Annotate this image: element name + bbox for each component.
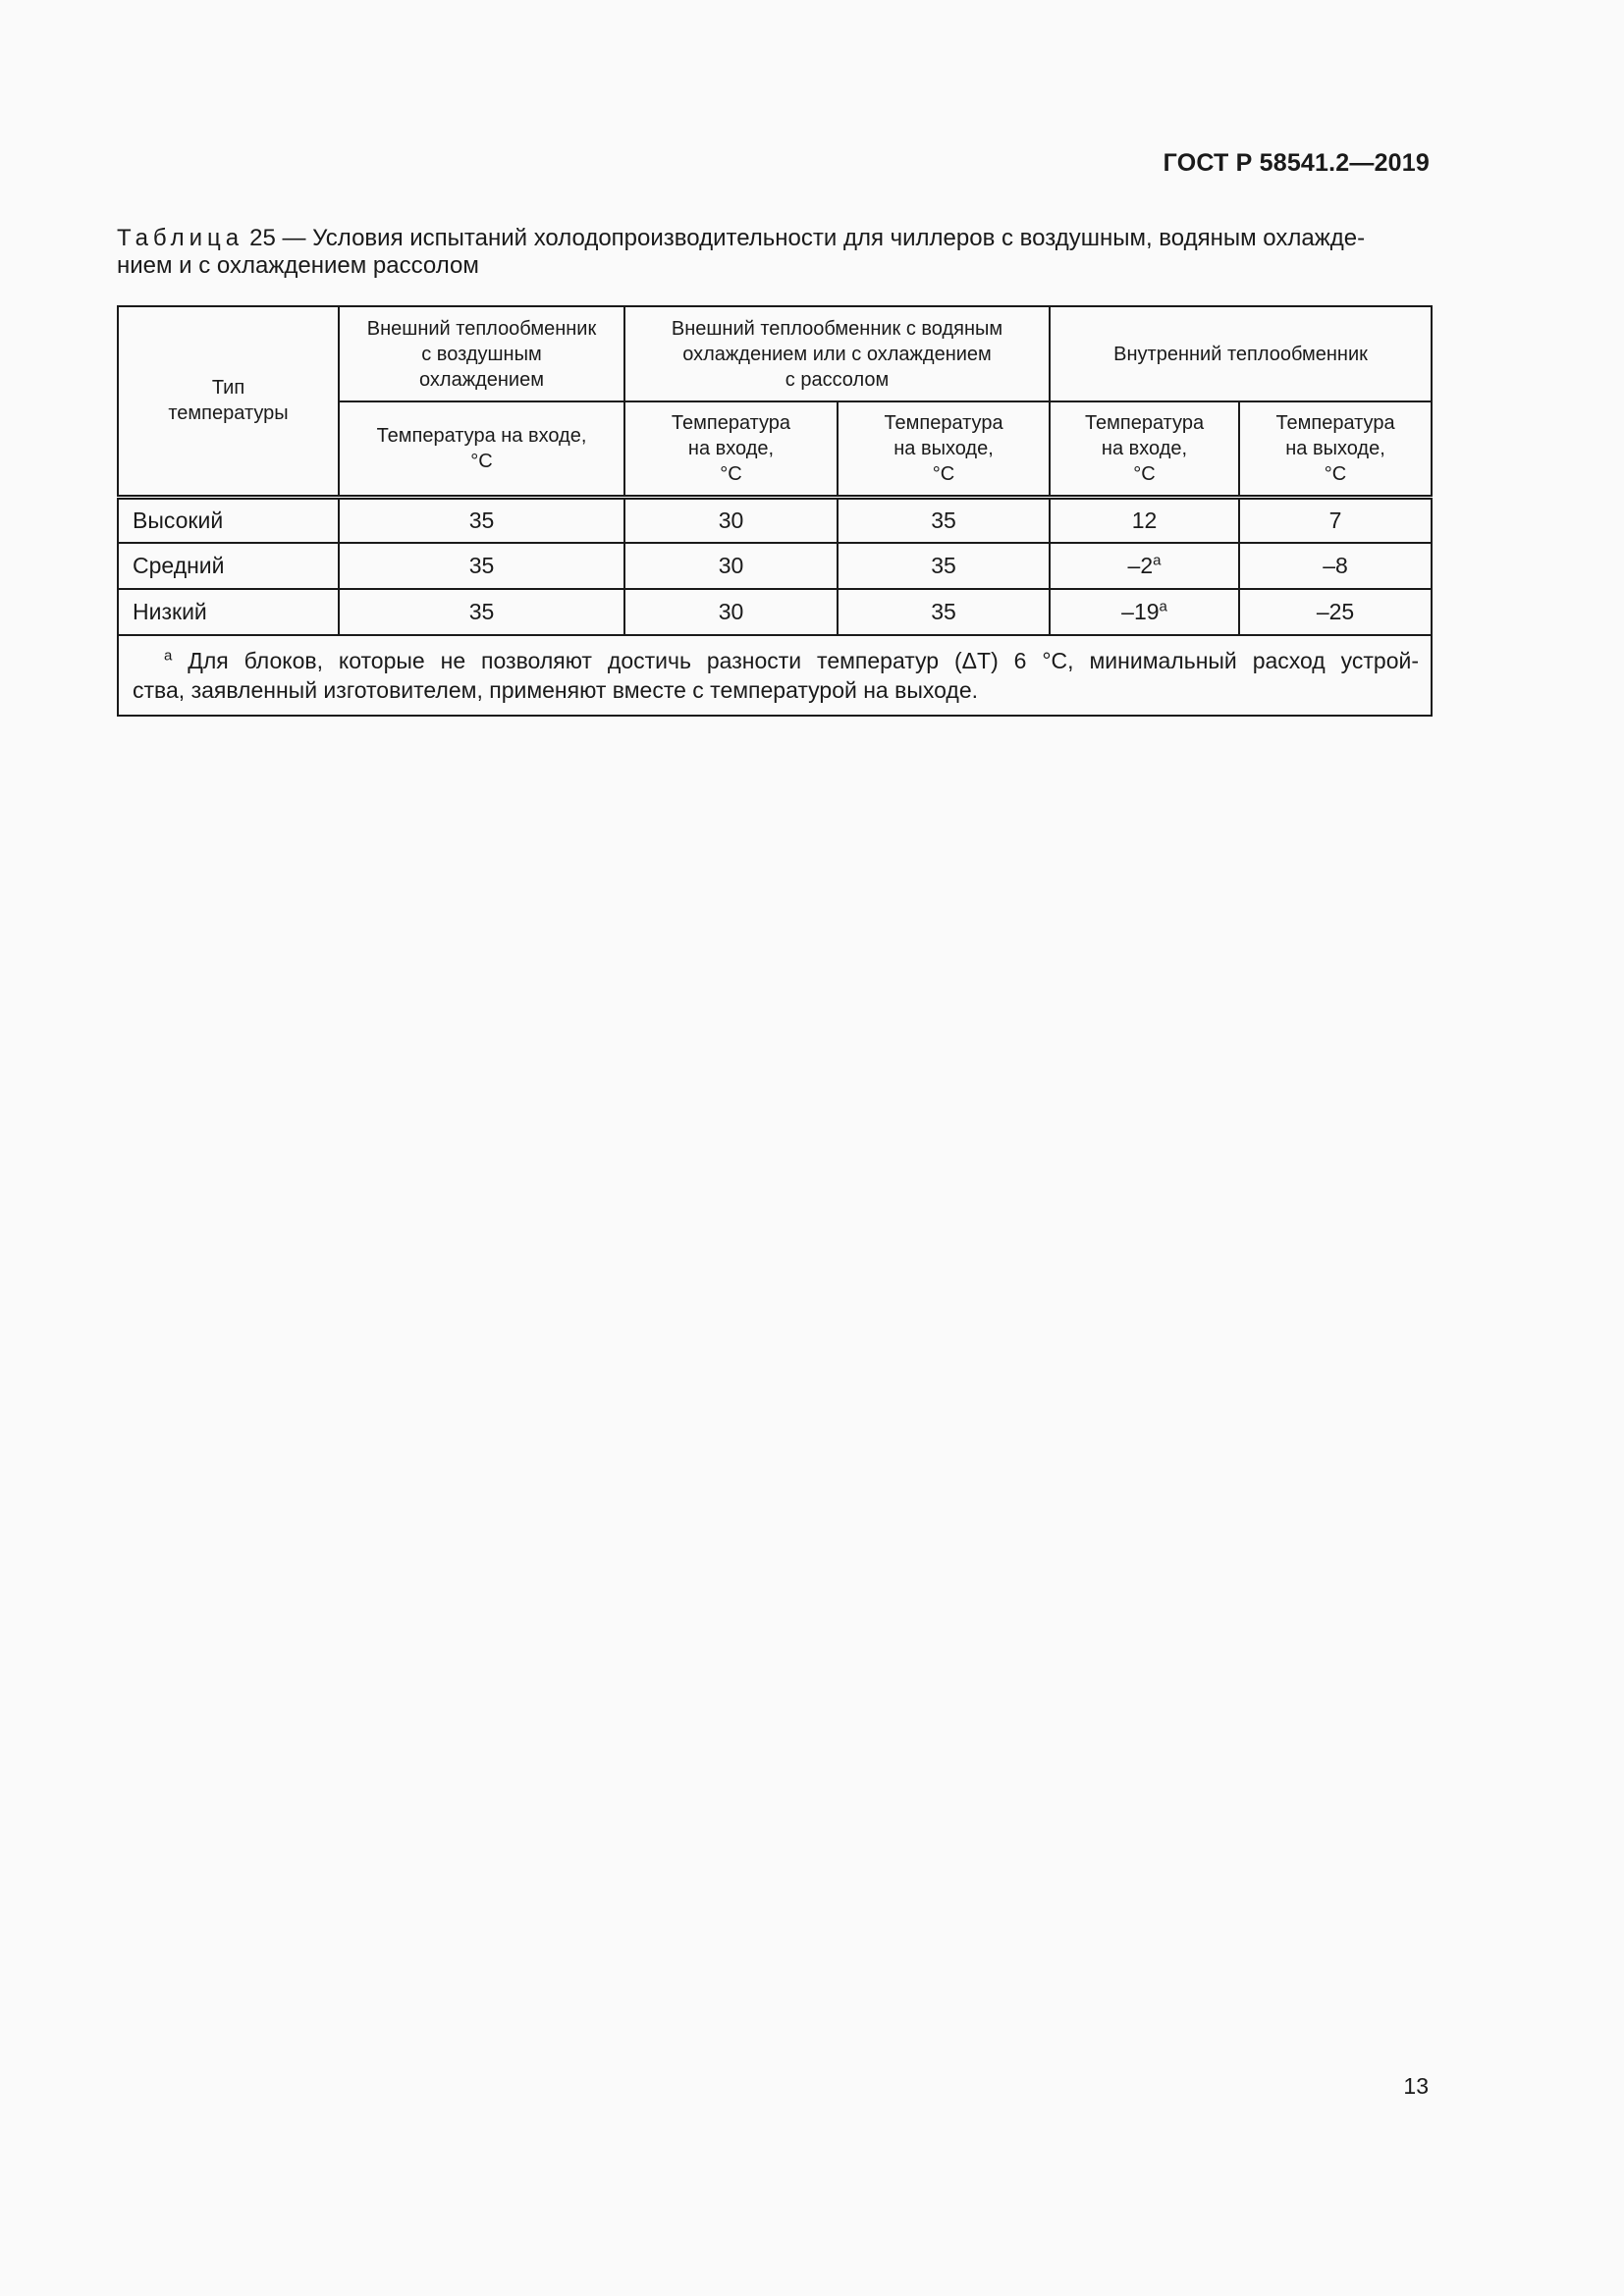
- header-row-1: [118, 306, 1432, 401]
- header-external-water: [624, 306, 1050, 401]
- conditions-table: [117, 305, 1433, 717]
- header-text: на выходе,: [893, 437, 994, 459]
- header-text: на входе,: [1101, 437, 1188, 459]
- row-label: Низкий: [118, 589, 339, 635]
- header-external-air: [339, 306, 624, 401]
- footnote-line1: [133, 646, 1419, 675]
- cell-value: 12: [1131, 507, 1158, 533]
- header-text: Температура: [1084, 411, 1205, 434]
- header-text: с воздушным: [421, 343, 542, 365]
- header-text: с рассолом: [785, 368, 890, 391]
- header-text: °C: [470, 450, 493, 472]
- cell-water-outlet: 35: [838, 589, 1050, 635]
- footnote-ref: a: [1159, 598, 1167, 615]
- table-caption: [117, 225, 1431, 280]
- cell-water-inlet: 30: [624, 497, 838, 543]
- header-text: охлаждением: [419, 368, 544, 391]
- header-text: °C: [720, 462, 742, 485]
- header-water-outlet: [838, 401, 1050, 497]
- header-text: °C: [932, 462, 955, 485]
- header-text: Температура: [671, 411, 791, 434]
- header-temperature-type: [118, 306, 339, 497]
- row-label: Высокий: [118, 497, 339, 543]
- cell-value: –19: [1121, 599, 1160, 624]
- header-internal-outlet: [1239, 401, 1432, 497]
- header-text: на выходе,: [1285, 437, 1385, 459]
- header-text: °C: [1133, 462, 1156, 485]
- caption-number: 25: [249, 225, 276, 251]
- header-internal-inlet: [1050, 401, 1239, 497]
- header-air-inlet: [339, 401, 624, 497]
- cell-internal-outlet: –8: [1239, 543, 1432, 589]
- footnote-marker: a: [164, 647, 173, 665]
- cell-internal-outlet: –25: [1239, 589, 1432, 635]
- header-text: Температура: [1275, 411, 1395, 434]
- table-row: [118, 589, 1432, 635]
- cell-air-inlet: 35: [339, 589, 624, 635]
- header-internal: Внутренний теплообменник: [1050, 306, 1432, 401]
- cell-internal-inlet: [1050, 497, 1239, 543]
- document-code: ГОСТ Р 58541.2—2019: [1163, 149, 1430, 177]
- footnote-text: Для блоков, которые не позволяют достичь разности температур (ΔT) 6 °С, минимальный расход устрой-: [188, 648, 1420, 673]
- caption-text-line1: — Условия испытаний холодопроизводительности для чиллеров с воздушным, водяным охлажде-: [275, 225, 1366, 251]
- cell-water-outlet: 35: [838, 497, 1050, 543]
- table-row: [118, 543, 1432, 589]
- table-row: [118, 497, 1432, 543]
- header-text: °C: [1324, 462, 1347, 485]
- header-text: на входе,: [687, 437, 775, 459]
- cell-internal-inlet: [1050, 543, 1239, 589]
- footnote-ref: a: [1153, 552, 1162, 569]
- cell-internal-outlet: 7: [1239, 497, 1432, 543]
- header-text: Температура: [884, 411, 1003, 434]
- caption-text-line2: нием и с охлаждением рассолом: [117, 252, 479, 279]
- page-number: 13: [1403, 2073, 1429, 2099]
- header-text: Внешний теплообменник: [366, 317, 597, 340]
- footnote-row: [118, 635, 1432, 716]
- cell-water-outlet: 35: [838, 543, 1050, 589]
- row-label: Средний: [118, 543, 339, 589]
- cell-water-inlet: 30: [624, 543, 838, 589]
- footnote-line2: ства, заявленный изготовителем, применяют вместе с температурой на выходе.: [133, 677, 978, 703]
- table-footnote: [118, 635, 1432, 716]
- header-text: Внешний теплообменник с водяным: [671, 317, 1003, 340]
- header-text: Тип: [211, 377, 245, 400]
- header-water-inlet: [624, 401, 838, 497]
- caption-label: Таблица: [117, 225, 244, 251]
- header-text: охлаждением или с охлаждением: [682, 343, 992, 365]
- header-text: Температура на входе,: [376, 424, 587, 447]
- header-text: температуры: [168, 402, 289, 425]
- cell-water-inlet: 30: [624, 589, 838, 635]
- cell-value: –2: [1127, 553, 1154, 578]
- cell-air-inlet: 35: [339, 543, 624, 589]
- cell-air-inlet: 35: [339, 497, 624, 543]
- cell-internal-inlet: [1050, 589, 1239, 635]
